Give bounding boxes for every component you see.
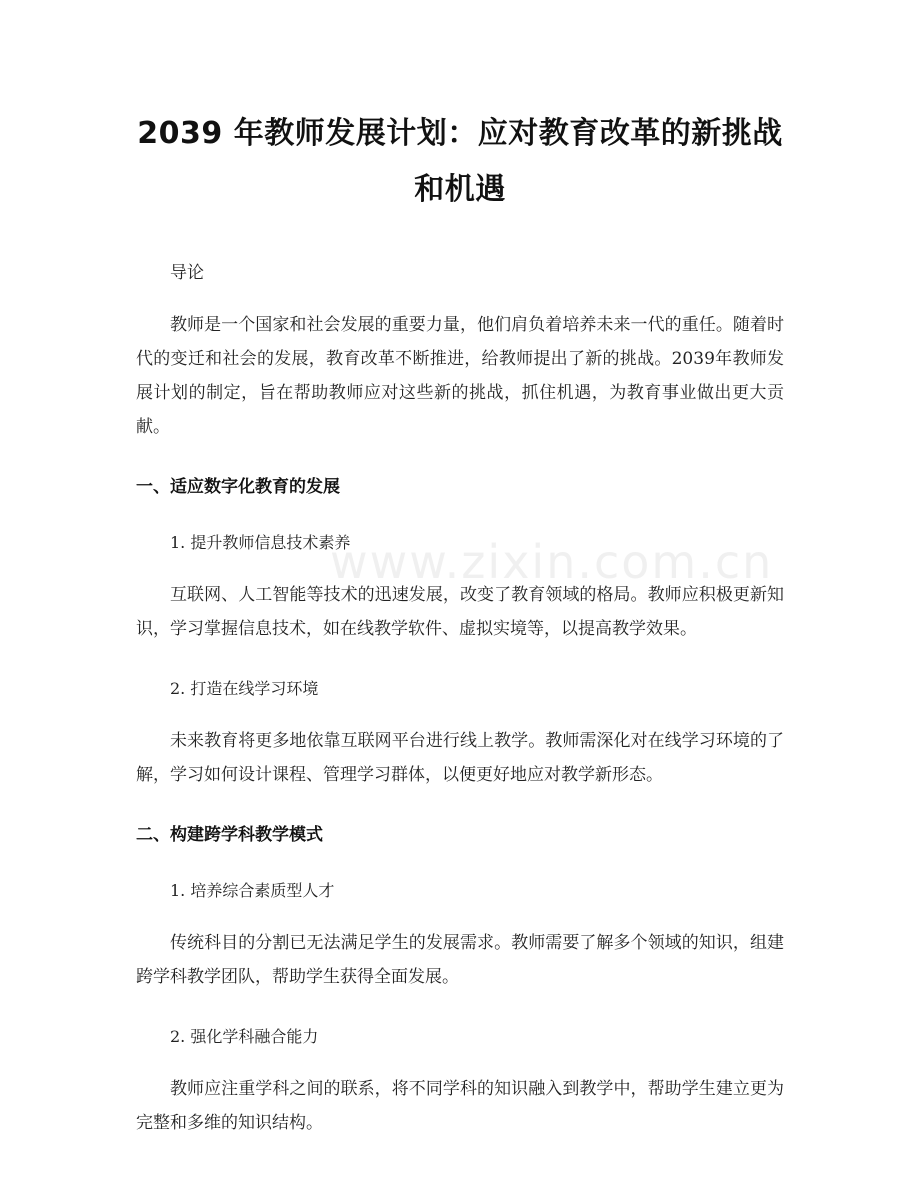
intro-paragraph: 教师是一个国家和社会发展的重要力量，他们肩负着培养未来一代的重任。随着时代的变迁和社会的发展，教育改革不断推进，给教师提出了新的挑战。2039年教师发展计划的制定，旨在帮助教师应对这些新的挑战，抓住机遇，为教育事业做出更大贡献。	[136, 315, 784, 437]
subsection-heading: 2. 打造在线学习环境	[170, 679, 319, 698]
body-paragraph: 传统科目的分割已无法满足学生的发展需求。教师需要了解多个领域的知识，组建跨学科教学团队，帮助学生获得全面发展。	[136, 933, 784, 987]
watermark: www.zixin.com.cn	[330, 535, 774, 589]
section-2	[136, 818, 784, 1140]
subsection-heading: 1. 培养综合素质型人才	[170, 881, 335, 900]
section-1	[136, 470, 784, 792]
intro-label: 导论	[170, 263, 204, 283]
section-heading: 二、构建跨学科教学模式	[136, 825, 323, 845]
body-paragraph: 未来教育将更多地依靠互联网平台进行线上教学。教师需深化对在线学习环境的了解，学习如何设计课程、管理学习群体，以便更好地应对教学新形态。	[136, 731, 784, 785]
body-paragraph: 教师应注重学科之间的联系，将不同学科的知识融入到教学中，帮助学生建立更为完整和多维的知识结构。	[136, 1079, 784, 1133]
subsection-heading: 1. 提升教师信息技术素养	[170, 533, 351, 552]
subsection-heading: 2. 强化学科融合能力	[170, 1027, 319, 1046]
body-paragraph: 互联网、人工智能等技术的迅速发展，改变了教育领域的格局。教师应积极更新知识，学习掌握信息技术，如在线教学软件、虚拟实境等，以提高教学效果。	[136, 585, 784, 639]
document-title: 2039 年教师发展计划：应对教育改革的新挑战和机遇	[137, 116, 783, 207]
section-heading: 一、适应数字化教育的发展	[136, 477, 340, 497]
